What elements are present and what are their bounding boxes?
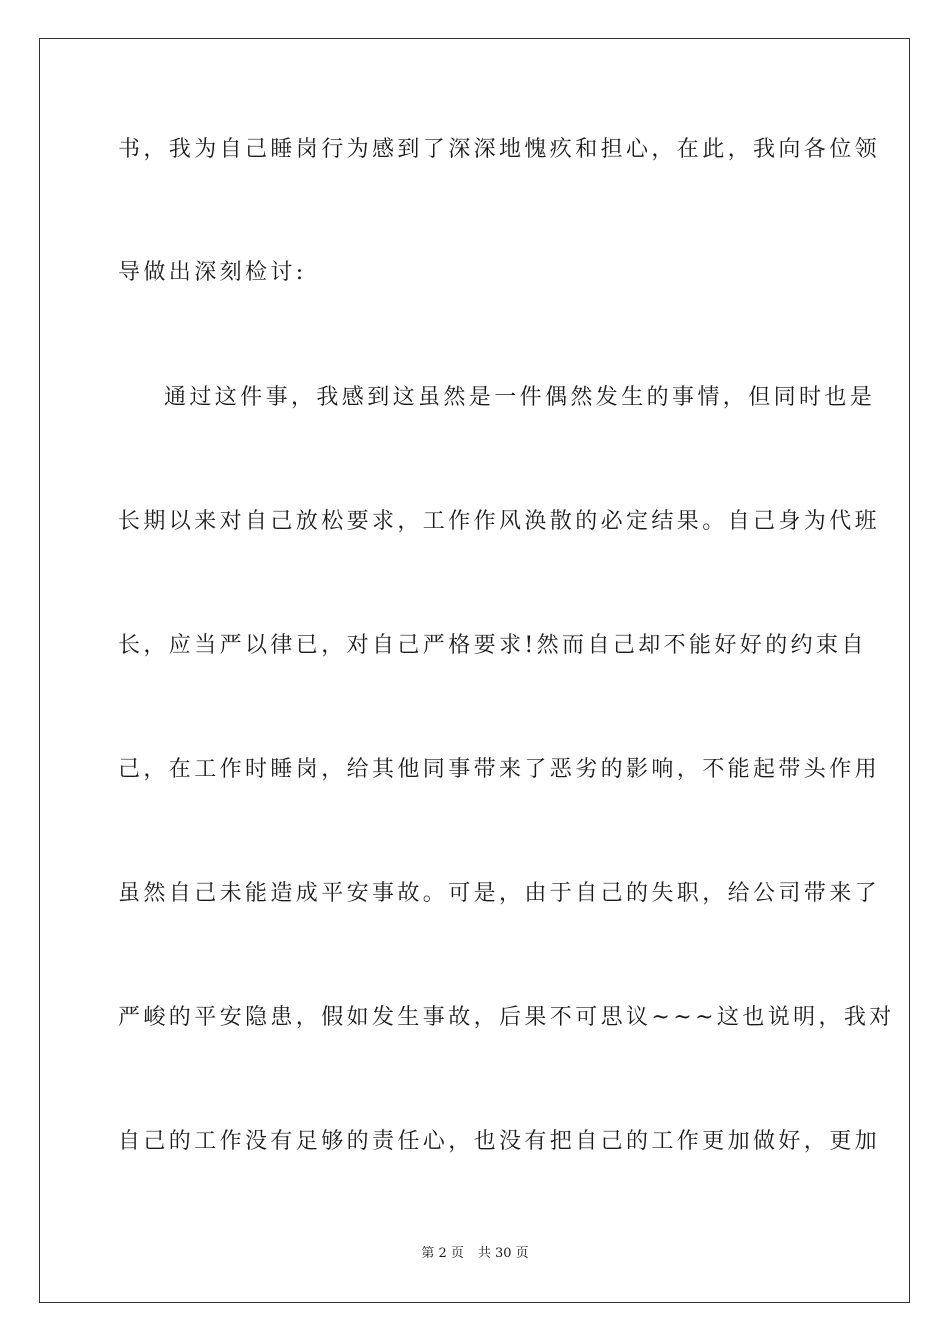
page-footer [0, 1245, 950, 1263]
page-total: 共 30 页 [477, 1246, 529, 1261]
body-text-line-7: 虽然自己未能造成平安事故。可是，由于自己的失职，给公司带来了 [118, 881, 881, 906]
body-text-line-1: 书，我为自己睡岗行为感到了深深地愧疚和担心，在此，我向各位领 [118, 137, 881, 162]
page-border [39, 38, 910, 1303]
body-text-line-4: 长期以来对自己放松要求，工作作风涣散的必定结果。自己身为代班 [118, 509, 881, 534]
body-text-line-6: 己，在工作时睡岗，给其他同事带来了恶劣的影响，不能起带头作用 [118, 757, 881, 782]
body-text-line-2: 导做出深刻检讨: [118, 260, 307, 285]
body-text-line-9: 自己的工作没有足够的责任心，也没有把自己的工作更加做好，更加 [118, 1129, 881, 1154]
page-number: 第 2 页 [421, 1246, 464, 1261]
body-text-line-3: 通过这件事，我感到这虽然是一件偶然发生的事情，但同时也是 [164, 385, 876, 410]
body-text-line-5: 长，应当严以律已，对自己严格要求!然而自己却不能好好的约束自 [118, 633, 867, 658]
body-text-line-8: 严峻的平安隐患，假如发生事故，后果不可思议~~~这也说明，我对 [118, 1005, 895, 1030]
